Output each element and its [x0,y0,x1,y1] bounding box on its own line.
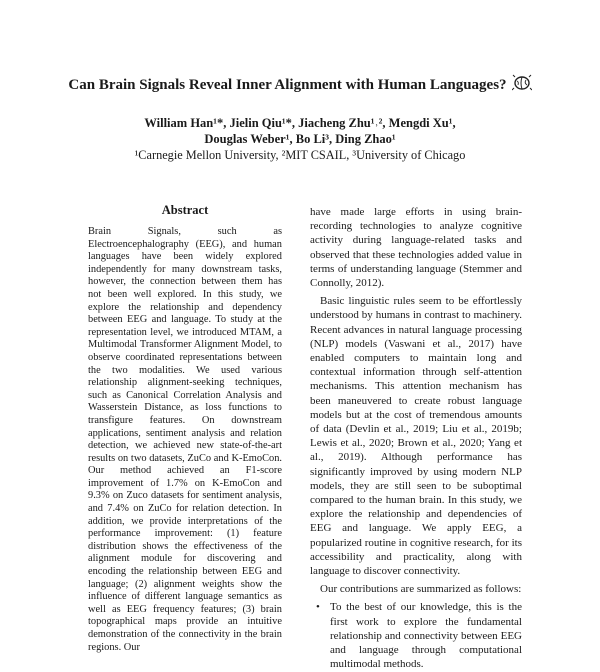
intro-paragraph-2: Basic linguistic rules seem to be effortlessly understood by humans in contrast to machinery. Recent advances in natural language processing (NLP) models (Vaswani et al., 2017) have enabled computers to maintain long and contextual information through self-attention mechanisms. This attention mechanism has been maneuvered to create robust language models but at the cost of tremendous amounts of data (Devlin et al., 2019; Liu et al., 2019b; Lewis et al., 2020; Brown et al., 2020; Yang et al., 2019). Although performance has significantly improved by using modern NLP models, they are still seen to be suboptimal compared to the human brain. In this study, we explore the relationship and dependencies of EEG and language. We apply EEG, a popularized routine in cognitive research, for its accessibility and practicality, along with language to discover connectivity. [310,295,522,578]
left-column [88,202,282,654]
brain-icon [512,74,532,92]
paper-title [0,74,600,95]
right-column [310,205,522,672]
affiliations: ¹Carnegie Mellon University, ²MIT CSAIL, ³University of Chicago [134,148,466,162]
contribution-bullet-1 [310,600,522,671]
authors-line-1: William Han¹*, Jielin Qiu¹*, Jiacheng Zhu¹˒², Mengdi Xu¹, [144,116,456,130]
contributions-intro: Our contributions are summarized as follows: [320,583,522,596]
bullet-symbol: • [316,601,320,614]
abstract-heading: Abstract [161,203,209,217]
author-block [0,115,600,163]
intro-paragraph-1: have made large efforts in using brain-recording technologies to analyze cognitive activity during language-related tasks and observed that these technologies added value in terms of understanding language (Stemmer and Connolly, 2012). [310,206,522,290]
paper-title-text: Can Brain Signals Reveal Inner Alignment with Human Languages? [68,77,507,93]
authors-line-2: Douglas Weber¹, Bo Li³, Ding Zhao¹ [204,132,396,146]
abstract-text: Brain Signals, such as Electroencephalography (EEG), and human languages have been widely explored independently for many downstream tasks, however, the connection between them has not been well explored. In this study, we explore the relationship and dependency between EEG and language. To study at the representation level, we introduced MTAM, a Multimodal Transformer Alignment Model, to observe coordinated representations between the two modalities. We used various relationship alignment-seeking techniques, such as Canonical Correlation Analysis and Wasserstein Distance, as loss functions to transfigure features. On downstream applications, sentiment analysis and relation detection, we achieved new state-of-the-art results on two datasets, ZuCo and K-EmoCon. Our method achieved an F1-score improvement of 1.7% on K-EmoCon and 9.3% on Zuco datasets for sentiment analysis, and 7.4% on ZuCo for relation detection. In addition, we provide interpretations of the performance improvement: (1) feature distribution shows the effectiveness of the alignment module for discovering and encoding the relationship between EEG and language; (2) alignment weights show the influence of different language semantics as well as EEG frequency features; (3) brain topographical maps provide an intuitive demonstration of the connectivity in the brain regions. Our [88,226,282,653]
contribution-bullet-1-text: To the best of our knowledge, this is the first work to explore the fundamental relationship and connectivity between EEG and language through computational multimodal methods. [330,601,522,671]
